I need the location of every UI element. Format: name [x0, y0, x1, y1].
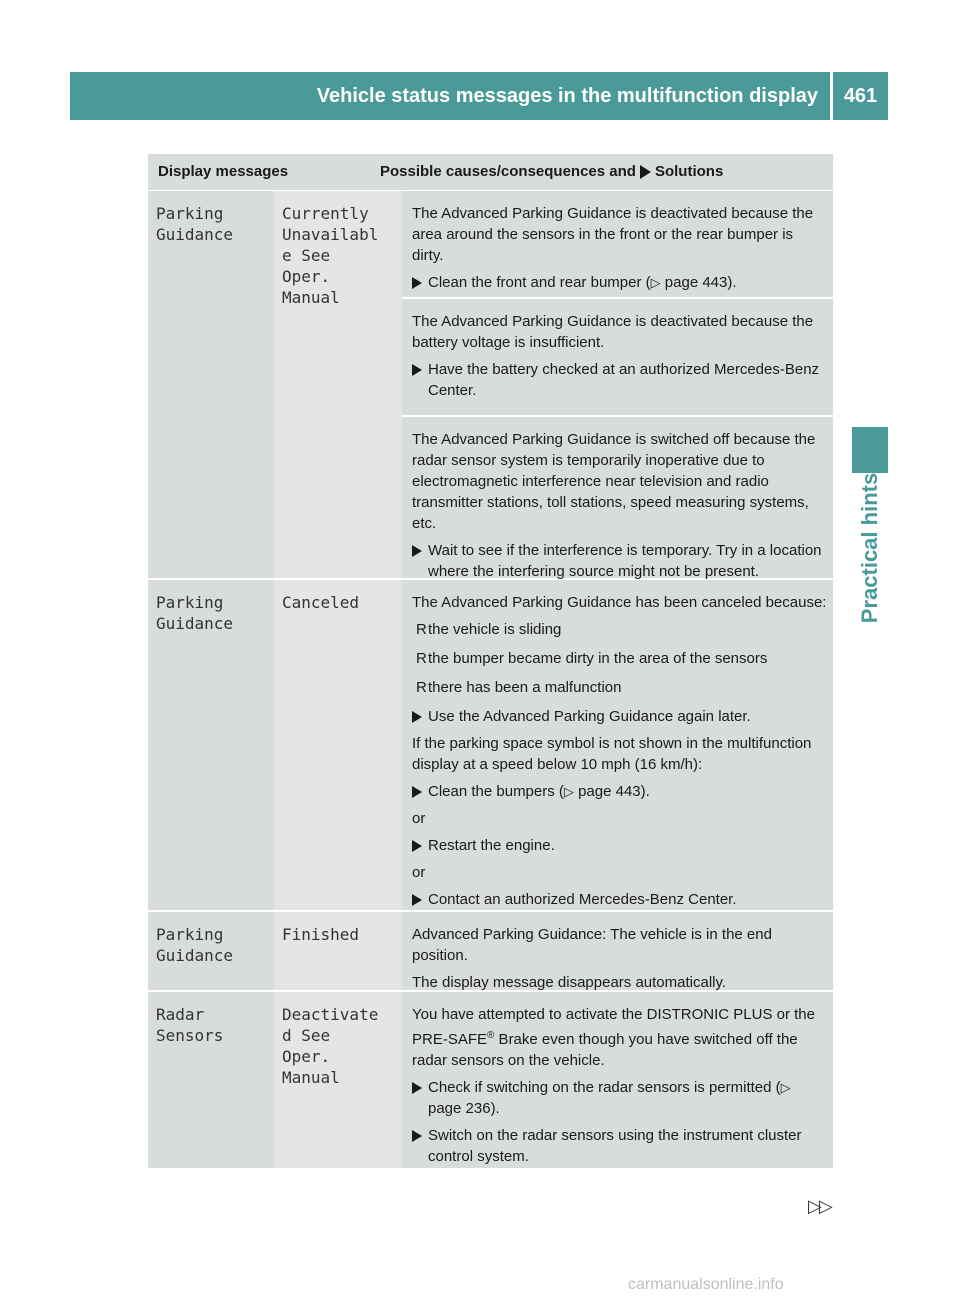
action-arrow-icon — [412, 711, 422, 723]
action-arrow-icon — [412, 364, 422, 376]
or-text: or — [412, 810, 426, 827]
table-row — [148, 912, 833, 992]
cause-text: The Advanced Parking Guidance has been canceled because: — [412, 594, 827, 611]
page-ref-icon: ▷ — [563, 784, 574, 799]
action-arrow-icon — [412, 840, 422, 852]
display-message-part1: Parking Guidance — [148, 191, 274, 578]
action-text: Restart the engine. — [428, 837, 555, 854]
cause-text: Advanced Parking Guidance: The vehicle is in the end position. — [412, 926, 772, 964]
action-text: Wait to see if the interference is temporary. Try in a location where the interfering source might not be present. — [428, 542, 822, 580]
bullet-text: there has been a malfunction — [428, 679, 622, 696]
cause-block — [402, 299, 833, 417]
table-row — [148, 580, 833, 912]
action-arrow-icon — [640, 165, 651, 179]
table-row — [148, 992, 833, 1168]
column-header-display-messages: Display messages — [158, 163, 289, 180]
action-arrow-icon — [412, 545, 422, 557]
cause-block — [402, 417, 833, 598]
section-tab-marker — [852, 427, 888, 473]
bullet-icon: R — [416, 650, 427, 667]
action-arrow-icon — [412, 1130, 422, 1142]
list-item — [412, 619, 827, 640]
cause-text: The Advanced Parking Guidance is switched off because the radar sensor system is temporarily inoperative due to electromagnetic interference near television and radio transmitter stations, toll stations, speed measuring systems, etc. — [412, 431, 816, 532]
watermark: carmanualsonline.info — [628, 1276, 784, 1293]
display-message-part2: Finished — [274, 912, 402, 990]
cause-text: The Advanced Parking Guidance is deactivated because the area around the sensors in the front or the rear bumper is dirty. — [412, 205, 814, 264]
column-header-causes-text: Possible causes/consequences and — [380, 163, 636, 180]
cause-block — [402, 580, 833, 926]
action-text-end: page 443). — [660, 274, 737, 291]
solutions-cell — [402, 912, 833, 990]
solutions-cell — [402, 992, 833, 1168]
action-text: Switch on the radar sensors using the instrument cluster control system. — [428, 1127, 802, 1165]
display-message-part2: Currently Unavailabl e See Oper. Manual — [274, 191, 402, 578]
action-arrow-icon — [412, 1082, 422, 1094]
page-number: 461 — [843, 85, 878, 107]
display-message-part2: Deactivate d See Oper. Manual — [274, 992, 402, 1168]
cause-block — [402, 992, 833, 1183]
action-step — [412, 835, 827, 856]
action-text: Clean the bumpers ( — [428, 783, 564, 800]
bullet-icon: R — [416, 621, 427, 638]
section-tab-label: Practical hints — [857, 472, 882, 624]
bullet-icon: R — [416, 679, 427, 696]
action-arrow-icon — [412, 786, 422, 798]
action-text: Have the battery checked at an authorized Mercedes-Benz Center. — [428, 361, 820, 399]
list-item — [412, 648, 827, 669]
column-header-solutions-text: Solutions — [654, 163, 724, 180]
note-text: If the parking space symbol is not shown in the multifunction display at a speed below 10 mph (16 km/h): — [412, 735, 812, 773]
action-step — [412, 706, 827, 727]
display-message-part1: Parking Guidance — [148, 912, 274, 990]
table-header — [148, 154, 833, 191]
cause-text-end: Brake even though you have switched off the radar sensors on the vehicle. — [412, 1031, 798, 1069]
action-step — [412, 1077, 827, 1119]
solutions-cell — [402, 191, 833, 578]
registered-mark: ® — [487, 1030, 495, 1041]
table-row — [148, 191, 833, 580]
column-header-causes-solutions — [370, 154, 833, 190]
action-step — [412, 781, 827, 802]
cause-text — [412, 1004, 827, 1071]
display-message-part1: Parking Guidance — [148, 580, 274, 910]
solutions-cell — [402, 580, 833, 910]
bullet-text: the bumper became dirty in the area of the sensors — [428, 650, 768, 667]
action-step — [412, 359, 827, 401]
action-arrow-icon — [412, 894, 422, 906]
cause-text: The display message disappears automatically. — [412, 974, 727, 991]
action-step — [412, 540, 827, 582]
messages-table — [148, 154, 833, 1168]
action-step — [412, 1125, 827, 1167]
display-message-part2: Canceled — [274, 580, 402, 910]
continued-icon: ▷▷ — [808, 1196, 830, 1216]
action-text-end: page 236). — [428, 1100, 500, 1117]
cause-text-start: You have attempted to activate the DISTRONIC PLUS or the PRE-SAFE — [412, 1006, 815, 1048]
list-item — [412, 677, 827, 698]
page-ref-icon: ▷ — [780, 1080, 791, 1095]
or-text: or — [412, 864, 426, 881]
action-step — [412, 889, 827, 910]
page-ref-icon: ▷ — [650, 275, 661, 290]
action-text: Clean the front and rear bumper ( — [428, 274, 651, 291]
page-title: Vehicle status messages in the multifunction display — [316, 85, 818, 107]
action-text: Contact an authorized Mercedes-Benz Center. — [428, 891, 737, 908]
bullet-text: the vehicle is sliding — [428, 621, 562, 638]
display-message-part1: Radar Sensors — [148, 992, 274, 1168]
action-text: Check if switching on the radar sensors is permitted ( — [428, 1079, 781, 1096]
action-text: Use the Advanced Parking Guidance again later. — [428, 708, 751, 725]
action-arrow-icon — [412, 277, 422, 289]
action-text-end: page 443). — [573, 783, 650, 800]
cause-text: The Advanced Parking Guidance is deactivated because the battery voltage is insufficient. — [412, 313, 814, 351]
cause-block — [402, 191, 833, 299]
action-step — [412, 272, 827, 293]
